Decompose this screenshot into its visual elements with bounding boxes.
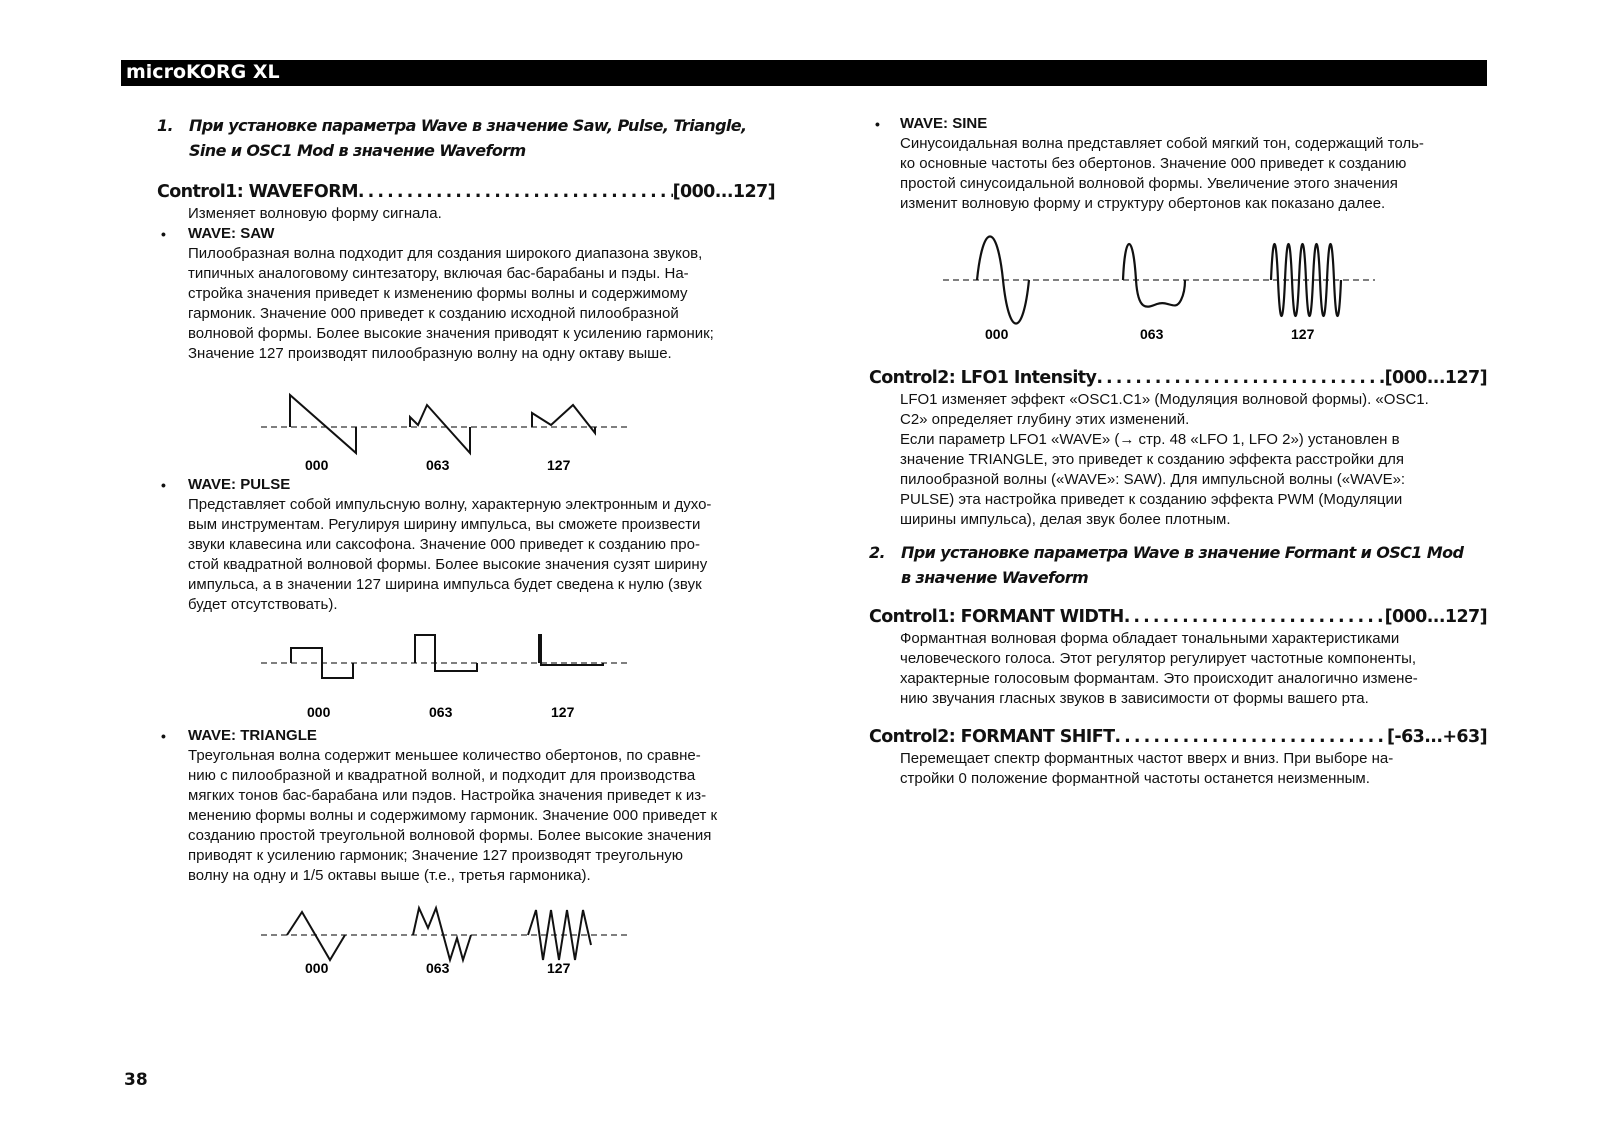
section-1-number: 1. — [157, 116, 174, 135]
control-name: Control1: WAVEFORM — [157, 182, 358, 202]
section-1-title: При установке параметра Wave в значение Saw, Pulse, Triangle, Sine и OSC1 Mod в значение Waveform — [189, 116, 747, 160]
text-line: Пилообразная волна подходит для создания широкого диапазона звуков, — [188, 245, 703, 262]
triangle-wave-063 — [413, 908, 471, 960]
section-2-heading — [869, 540, 1469, 590]
pulse-wave-diagram — [255, 625, 635, 720]
text-line: гармоник. Значение 000 приведет к созданию исходной пилообразной — [188, 305, 679, 322]
text-line: ширины импульса), делая звук более плотным. — [900, 511, 1231, 528]
text-line: стой квадратной волновой формы. Более высокие значения сузят ширину — [188, 556, 708, 573]
triangle-wave-000 — [287, 912, 345, 960]
control-range: [000...127] — [672, 182, 775, 202]
text-line: волну на одну и 1/5 октавы выше (т.е., третья гармоника). — [188, 867, 591, 884]
saw-wave-063 — [410, 405, 470, 453]
triangle-label-127: 127 — [547, 960, 571, 976]
sine-wave-063 — [1123, 244, 1185, 307]
sine-title: WAVE: SINE — [900, 115, 988, 132]
triangle-label-063: 063 — [426, 960, 450, 976]
text-line: приводят к усилению гармоник; Значение 127 производят треугольную — [188, 847, 684, 864]
text-line: Перемещает спектр формантных частот вверх и вниз. При выборе на- — [900, 750, 1394, 767]
text-line: нию с пилообразной и квадратной волной, и подходит для производства — [188, 767, 696, 784]
header-bar — [121, 60, 1487, 86]
sine-label-000: 000 — [985, 326, 1009, 342]
text-line: мягких тонов бас-барабана или пэдов. Настройка значения приведет к из- — [188, 787, 707, 804]
section-2-title: При установке параметра Wave в значение Formant и OSC1 Mod в значение Waveform — [901, 543, 1464, 587]
triangle-description — [188, 746, 788, 886]
text-line: будет отсутствовать). — [188, 596, 338, 613]
control-name: Control2: LFO1 Intensity — [869, 368, 1097, 388]
section-1-heading — [157, 113, 777, 163]
text-line: стройка значения приведет к изменению формы волны и содержимому — [188, 285, 688, 302]
dot-leader — [358, 180, 673, 204]
formant-width-description — [900, 629, 1490, 709]
sine-wave-diagram — [935, 232, 1385, 347]
dot-leader — [1124, 605, 1385, 629]
dot-leader — [1114, 725, 1387, 749]
text-line: простой синусоидальной волновой формы. Увеличение этого значения — [900, 175, 1398, 192]
bullet: • — [161, 226, 166, 242]
pulse-label-063: 063 — [429, 704, 453, 720]
pulse-wave-127 — [539, 635, 603, 665]
bullet: • — [161, 477, 166, 493]
sine-wave-127 — [1271, 244, 1341, 316]
triangle-wave-diagram — [255, 900, 635, 980]
saw-label-127: 127 — [547, 457, 571, 473]
text-line: звуки клавесина или саксофона. Значение 000 приведет к созданию про- — [188, 536, 700, 553]
control-name: Control1: FORMANT WIDTH — [869, 607, 1124, 627]
text-line: созданию простой треугольной волновой формы. Более высокие значения — [188, 827, 712, 844]
triangle-title: WAVE: TRIANGLE — [188, 727, 317, 744]
text-line: Формантная волновая форма обладает тональными характеристиками — [900, 630, 1400, 647]
control-name: Control2: FORMANT SHIFT — [869, 727, 1115, 747]
text-line: менению формы волны и содержимому гармоник. Значение 000 приведет к — [188, 807, 718, 824]
control1-formant-width-heading — [869, 605, 1487, 629]
control-range: [000...127] — [1384, 607, 1487, 627]
saw-label-000: 000 — [305, 457, 329, 473]
page-number: 38 — [124, 1070, 148, 1090]
control-range: [-63...+63] — [1387, 727, 1487, 747]
dot-leader — [1096, 366, 1384, 390]
saw-wave-000 — [290, 395, 356, 453]
saw-wave-127 — [532, 405, 595, 433]
pulse-wave-063 — [415, 635, 477, 671]
text-line: LFO1 изменяет эффект «OSC1.C1» (Модуляция волновой формы). «OSC1. — [900, 391, 1429, 408]
text-line: Треугольная волна содержит меньшее количество обертонов, по сравне- — [188, 747, 701, 764]
text-line: Представляет собой импульсную волну, характерную электронным и духо- — [188, 496, 712, 513]
sine-label-063: 063 — [1140, 326, 1164, 342]
text-line: вым инструментам. Регулируя ширину импульса, вы сможете произвести — [188, 516, 701, 533]
text-line: импульса, а в значении 127 ширина импульса будет сведена к нулю (звук — [188, 576, 702, 593]
saw-title: WAVE: SAW — [188, 225, 275, 242]
control-range: [000...127] — [1384, 368, 1487, 388]
text-line: пилообразной волны («WAVE»: SAW). Для импульсной волны («WAVE»: — [900, 471, 1406, 488]
text-line: стройки 0 положение формантной частоты останется неизменным. — [900, 770, 1370, 787]
pulse-label-000: 000 — [307, 704, 331, 720]
text-line: C2» определяет глубину этих изменений. — [900, 411, 1190, 428]
text-line: характерные голосовым формантам. Это происходит аналогично измене- — [900, 670, 1418, 687]
text-line: нию звучания гласных звуков в зависимости от формы вашего рта. — [900, 690, 1369, 707]
text-line: PULSE) эта настройка приведет к созданию эффекта PWM (Модуляции — [900, 491, 1403, 508]
sine-label-127: 127 — [1291, 326, 1315, 342]
saw-label-063: 063 — [426, 457, 450, 473]
triangle-label-000: 000 — [305, 960, 329, 976]
control1-description: Изменяет волновую форму сигнала. — [188, 205, 442, 222]
text-line: Если параметр LFO1 «WAVE» (→ стр. 48 «LFO 1, LFO 2») установлен в — [900, 431, 1400, 448]
sine-description — [900, 134, 1490, 214]
text-line: значение TRIANGLE, это приведет к созданию эффекта расстройки для — [900, 451, 1404, 468]
saw-wave-diagram — [255, 385, 635, 475]
pulse-label-127: 127 — [551, 704, 575, 720]
text-line: Синусоидальная волна представляет собой мягкий тон, содержащий толь- — [900, 135, 1424, 152]
bullet: • — [875, 116, 880, 132]
manual-title: microKORG XL — [126, 61, 280, 83]
formant-shift-description — [900, 749, 1490, 789]
saw-description — [188, 244, 788, 364]
text-line: Значение 127 производят пилообразную волну на одну октаву выше. — [188, 345, 672, 362]
pulse-description — [188, 495, 788, 615]
text-line: ко основные частоты без обертонов. Значение 000 приведет к созданию — [900, 155, 1407, 172]
text-line: человеческого голоса. Этот регулятор регулирует частотные компоненты, — [900, 650, 1417, 667]
bullet: • — [161, 728, 166, 744]
control1-waveform-heading — [157, 180, 775, 204]
control2-lfo1-heading — [869, 366, 1487, 390]
text-line: изменит волновую форму и структуру обертонов как показано далее. — [900, 195, 1386, 212]
section-2-number: 2. — [869, 543, 886, 562]
lfo1-description — [900, 390, 1490, 530]
text-line: типичных аналоговому синтезатору, включая бас-барабаны и пэды. На- — [188, 265, 689, 282]
text-line: волновой формы. Более высокие значения приводят к усилению гармоник; — [188, 325, 714, 342]
pulse-title: WAVE: PULSE — [188, 476, 291, 493]
control2-formant-shift-heading — [869, 725, 1487, 749]
